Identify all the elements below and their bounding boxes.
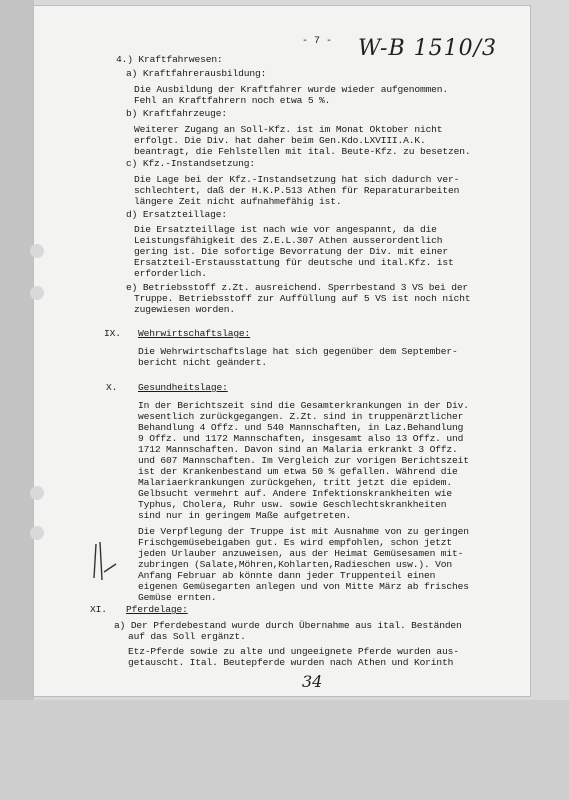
document-page — [34, 6, 530, 696]
text-line: eigenen Gemüsegarten anlegen und von Mitte März ab frisches — [138, 581, 469, 592]
section-number-x: X. — [106, 382, 118, 393]
punch-hole — [30, 526, 44, 540]
heading-gesundheitslage: Gesundheitslage: — [138, 382, 228, 393]
heading-wehrwirtschaftslage: Wehrwirtschaftslage: — [138, 328, 251, 339]
handwritten-page-number: 34 — [302, 672, 323, 691]
text-line: 9 Offz. und 1172 Mannschaften, insgesamt also 13 Offz. und — [138, 433, 464, 444]
text-line: Die Lage bei der Kfz.-Instandsetzung hat sich dadurch ver- — [134, 174, 460, 185]
text-line: Truppe. Betriebsstoff zur Auffüllung auf 5 VS ist noch nicht — [134, 293, 471, 304]
text-line: Leistungsfähigkeit des Z.E.L.307 Athen ausserordentlich — [134, 235, 443, 246]
text-line: auf das Soll ergänzt. — [128, 631, 246, 642]
section-number-ix: IX. — [104, 328, 121, 339]
subheading-ersatzteillage: d) Ersatzteillage: — [126, 209, 227, 220]
page-marker: - 7 - — [302, 36, 333, 47]
text-line: Weiterer Zugang an Soll-Kfz. ist im Monat Oktober nicht — [134, 124, 443, 135]
text-line-betriebsstoff: e) Betriebsstoff z.Zt. ausreichend. Sperrbestand 3 VS bei der — [126, 282, 469, 293]
subheading-kfz-instandsetzung: c) Kfz.-Instandsetzung: — [126, 158, 255, 169]
text-line: sind nur in geringem Maße aufgetreten. — [138, 510, 352, 521]
text-line: Die Ersatzteillage ist nach wie vor angespannt, da die — [134, 224, 437, 235]
text-line: Gemüse ernten. — [138, 592, 217, 603]
heading-pferdelage: Pferdelage: — [126, 604, 188, 615]
text-line: und 607 Mannschaften. Im Vergleich zur vorigen Berichtszeit — [138, 455, 469, 466]
text-line: In der Berichtszeit sind die Gesamterkrankungen in der Div. — [138, 400, 469, 411]
text-line: jeden Urlauber anzuweisen, aus der Heimat Gemüsesamen mit- — [138, 548, 464, 559]
text-line: beantragt, die Fehlstellen mit ital. Beute-Kfz. zu besetzen. — [134, 146, 471, 157]
text-line: ist der Krankenbestand um etwa 50 % gefallen. Während die — [138, 466, 458, 477]
handwritten-reference: W-B 1510/3 — [358, 36, 498, 61]
subheading-kraftfahrzeuge: b) Kraftfahrzeuge: — [126, 108, 227, 119]
text-line: Die Verpflegung der Truppe ist mit Ausnahme von zu geringen — [138, 526, 469, 537]
section-number-xi: XI. — [90, 604, 107, 615]
scan-edge-shadow — [0, 0, 34, 800]
text-line: Die Wehrwirtschaftslage hat sich gegenüber dem September- — [138, 346, 458, 357]
text-line: Typhus, Cholera, Ruhr usw. sowie Geschlechtskrankheiten — [138, 499, 447, 510]
text-line: a) Der Pferdebestand wurde durch Übernahme aus ital. Beständen — [114, 620, 462, 631]
text-line: Etz-Pferde sowie zu alte und ungeeignete Pferde wurden aus- — [128, 646, 459, 657]
text-line: Die Ausbildung der Kraftfahrer wurde wieder aufgenommen. — [134, 84, 449, 95]
text-line: wesentlich zurückgegangen. Z.Zt. sind in truppenärztlicher — [138, 411, 464, 422]
text-line: Behandlung 4 Offz. und 540 Mannschaften, in Laz.Behandlung — [138, 422, 464, 433]
text-line: Ersatzteil-Erstausstattung für deutsche und ital.Kfz. ist — [134, 257, 454, 268]
margin-pencil-mark — [84, 536, 124, 586]
text-line: Malariaerkrankungen zurückgehen, tritt jetzt die epidem. — [138, 477, 453, 488]
text-line: Anfang Februar ab könnte dann jeder Truppenteil einen — [138, 570, 436, 581]
text-line: schlechtert, daß der H.K.P.513 Athen für Reparaturarbeiten — [134, 185, 460, 196]
heading-kraftfahrwesen: 4.) Kraftfahrwesen: — [116, 54, 223, 65]
punch-hole — [30, 244, 44, 258]
text-line: Fehl an Kraftfahrern noch etwa 5 %. — [134, 95, 331, 106]
text-line: gering ist. Die sofortige Bevorratung der Div. mit einer — [134, 246, 449, 257]
text-line: Frischgemüsebeigaben gut. Es wird empfohlen, schon jetzt — [138, 537, 453, 548]
scan-background — [0, 700, 569, 800]
text-line: 1712 Mannschaften. Davon sind an Malaria erkrankt 3 Offz. — [138, 444, 458, 455]
text-line: Gelbsucht vermehrt auf. Andere Infektionskrankheiten wie — [138, 488, 453, 499]
punch-hole — [30, 486, 44, 500]
text-line: zugewiesen worden. — [134, 304, 235, 315]
text-line: getauscht. Ital. Beutepferde wurden nach Athen und Korinth — [128, 657, 454, 668]
text-line: erforderlich. — [134, 268, 207, 279]
subheading-kraftfahrerausbildung: a) Kraftfahrerausbildung: — [126, 68, 267, 79]
text-line: zubringen (Salate,Möhren,Kohlarten,Radieschen usw.). Von — [138, 559, 453, 570]
text-line: längere Zeit nicht aufnahmefähig ist. — [134, 196, 342, 207]
text-line: bericht nicht geändert. — [138, 357, 267, 368]
punch-hole — [30, 286, 44, 300]
text-line: erfolgt. Die Div. hat daher beim Gen.Kdo.LXVIII.A.K. — [134, 135, 426, 146]
